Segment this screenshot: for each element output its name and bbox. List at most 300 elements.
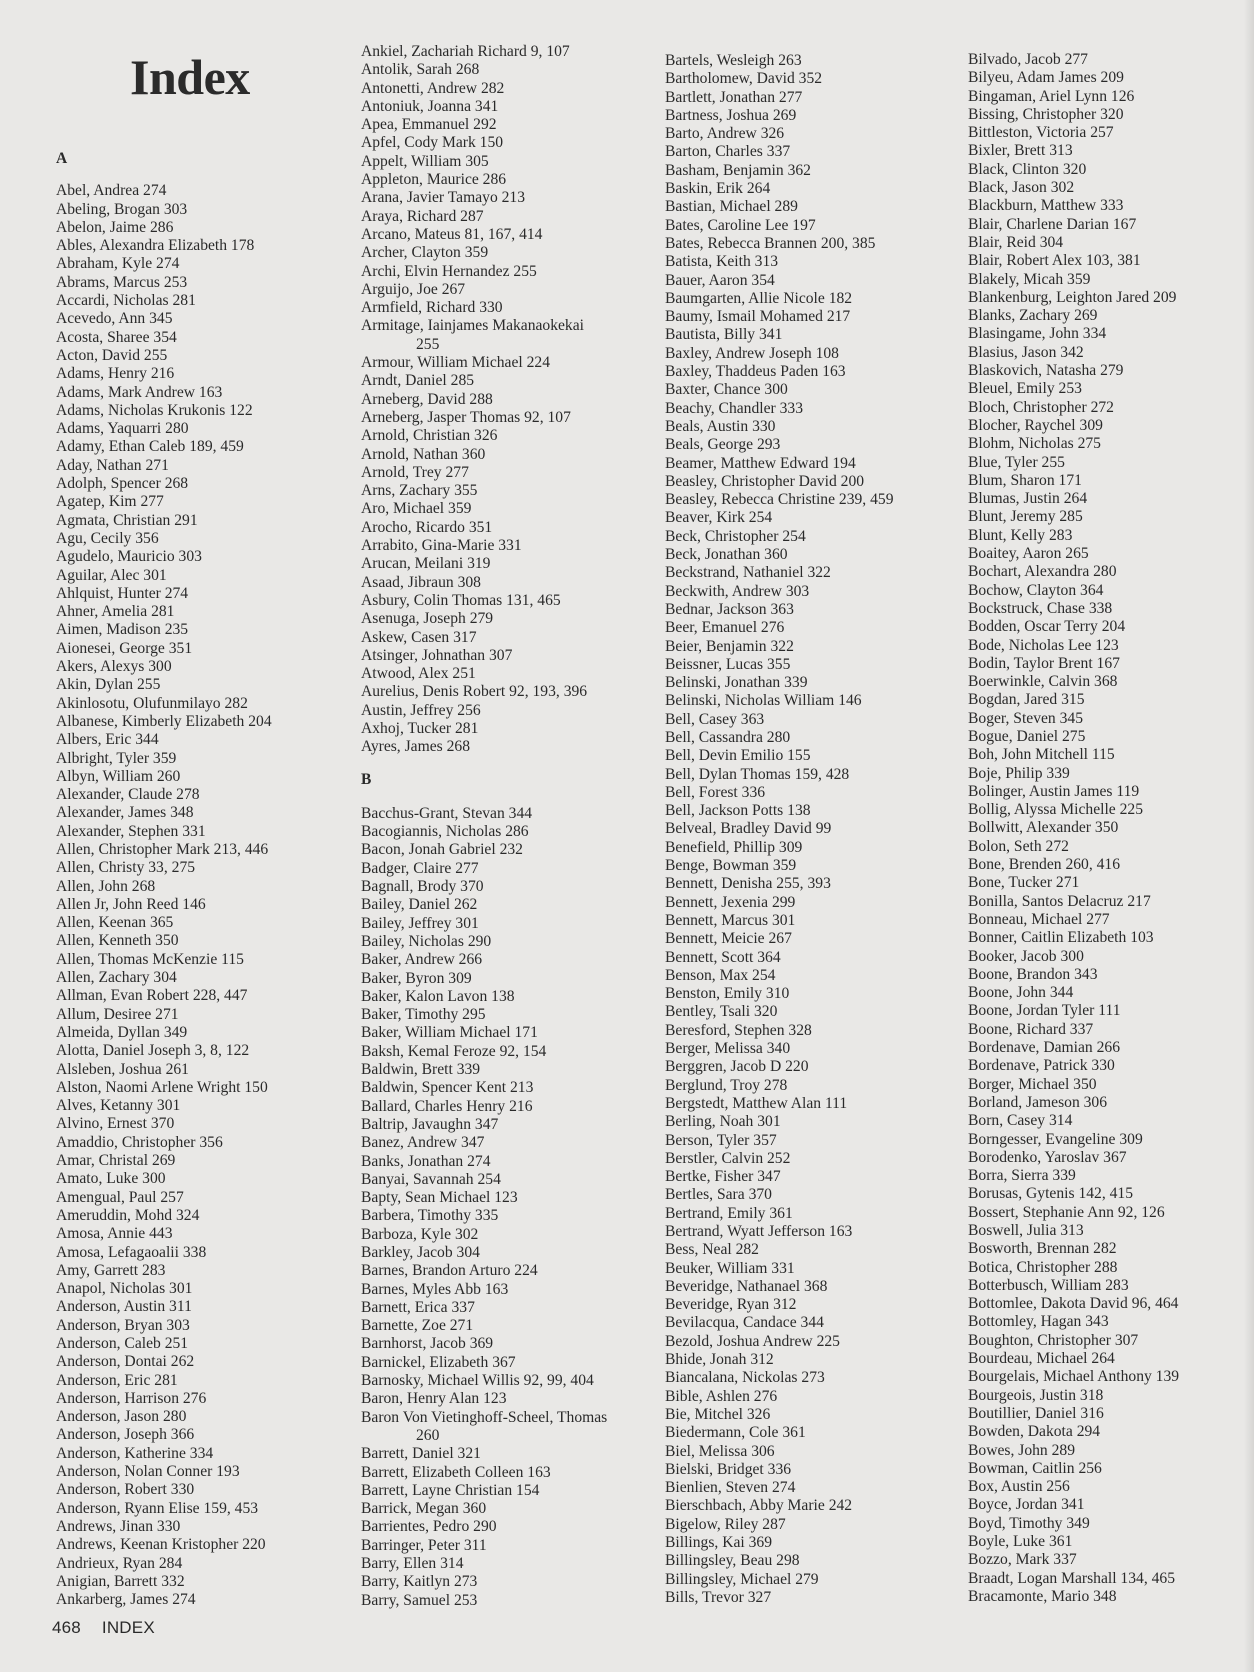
index-entry: Bodin, Taylor Brent 167 xyxy=(968,654,1120,672)
index-entry: Biedermann, Cole 361 xyxy=(665,1424,806,1442)
index-entry: Berger, Melissa 340 xyxy=(665,1040,791,1058)
index-entry: Bell, Dylan Thomas 159, 428 xyxy=(665,765,850,783)
index-entry: Bennett, Marcus 301 xyxy=(665,911,796,929)
index-entry: Bautista, Billy 341 xyxy=(665,326,783,344)
index-entry: Barnickel, Elizabeth 367 xyxy=(361,1353,516,1371)
index-entry: Beier, Benjamin 322 xyxy=(665,637,794,655)
index-column-2 xyxy=(361,43,651,1610)
index-entry: Allen Jr, John Reed 146 xyxy=(56,895,206,913)
index-entry: Barrientes, Pedro 290 xyxy=(361,1518,497,1536)
index-entry: Borland, Jameson 306 xyxy=(968,1093,1108,1111)
index-entry: Alexander, Claude 278 xyxy=(56,786,200,804)
index-entry: Blair, Robert Alex 103, 381 xyxy=(968,252,1141,270)
index-entry: Barnett, Erica 337 xyxy=(361,1298,475,1316)
index-entry: Arnold, Trey 277 xyxy=(361,463,469,481)
index-entry: Armour, William Michael 224 xyxy=(361,354,551,372)
index-entry: Anderson, Nolan Conner 193 xyxy=(56,1463,240,1481)
index-entry: Bailey, Jeffrey 301 xyxy=(361,914,479,932)
index-entry: Barboza, Kyle 302 xyxy=(361,1225,479,1243)
index-entry: Bates, Rebecca Brannen 200, 385 xyxy=(665,234,876,252)
index-entry: Arguijo, Joe 267 xyxy=(361,280,466,298)
index-entry: Barto, Andrew 326 xyxy=(665,125,785,143)
index-entry: Arocho, Ricardo 351 xyxy=(361,518,493,536)
index-entry: Anderson, Eric 281 xyxy=(56,1371,178,1389)
index-entry: Barry, Kaitlyn 273 xyxy=(361,1573,478,1591)
index-entry: Biel, Melissa 306 xyxy=(665,1442,775,1460)
index-entry: Allen, Zachary 304 xyxy=(56,969,177,987)
index-entry: Arrabito, Gina-Marie 331 xyxy=(361,537,522,555)
index-entry: Amato, Luke 300 xyxy=(56,1170,166,1188)
index-entry: Boyle, Luke 361 xyxy=(968,1533,1073,1551)
index-entry: Alvino, Ernest 370 xyxy=(56,1115,175,1133)
index-entry: Benge, Bowman 359 xyxy=(665,857,797,875)
index-entry: Baxley, Thaddeus Paden 163 xyxy=(665,363,846,381)
index-entry: Bonner, Caitlin Elizabeth 103 xyxy=(968,929,1154,947)
index-entry: 255 xyxy=(416,335,440,353)
index-entry: Benson, Max 254 xyxy=(665,966,776,984)
index-entry: Allen, John 268 xyxy=(56,877,156,895)
index-entry: Archer, Clayton 359 xyxy=(361,244,489,262)
index-entry: Bracamonte, Mario 348 xyxy=(968,1587,1117,1605)
index-entry: Boone, Jordan Tyler 111 xyxy=(968,1002,1121,1020)
index-entry: Banez, Andrew 347 xyxy=(361,1134,485,1152)
index-entry: Alexander, James 348 xyxy=(56,804,194,822)
index-entry: Adams, Henry 216 xyxy=(56,365,175,383)
index-entry: Bochow, Clayton 364 xyxy=(968,581,1104,599)
index-entry: Antolik, Sarah 268 xyxy=(361,61,480,79)
index-entry: Abel, Andrea 274 xyxy=(56,182,167,200)
index-entry: Barry, Samuel 253 xyxy=(361,1591,478,1609)
index-entry: Bierschbach, Abby Marie 242 xyxy=(665,1497,853,1515)
index-entry: Badger, Claire 277 xyxy=(361,859,479,877)
index-entry: Anapol, Nicholas 301 xyxy=(56,1280,193,1298)
index-entry: Appelt, William 305 xyxy=(361,152,489,170)
index-entry: Anderson, Harrison 276 xyxy=(56,1389,207,1407)
index-entry: Beck, Christopher 254 xyxy=(665,527,806,545)
index-entry: Baker, William Michael 171 xyxy=(361,1024,538,1042)
index-entry: Allen, Christopher Mark 213, 446 xyxy=(56,840,269,858)
index-entry: Baxley, Andrew Joseph 108 xyxy=(665,344,839,362)
index-entry: Bolon, Seth 272 xyxy=(968,837,1069,855)
index-entry: Asbury, Colin Thomas 131, 465 xyxy=(361,591,561,609)
index-entry: Arcano, Mateus 81, 167, 414 xyxy=(361,225,543,243)
index-entry: Boh, John Mitchell 115 xyxy=(968,746,1115,764)
index-entry: Beasley, Rebecca Christine 239, 459 xyxy=(665,491,894,509)
index-entry: Adamy, Ethan Caleb 189, 459 xyxy=(56,438,244,456)
index-entry: Ballard, Charles Henry 216 xyxy=(361,1097,533,1115)
index-entry: Anderson, Ryann Elise 159, 453 xyxy=(56,1499,259,1517)
index-entry: Blackburn, Matthew 333 xyxy=(968,197,1124,215)
index-entry: Andrews, Keenan Kristopher 220 xyxy=(56,1536,266,1554)
index-entry: Blaskovich, Natasha 279 xyxy=(968,362,1124,380)
index-entry: Appleton, Maurice 286 xyxy=(361,171,507,189)
index-entry: Bigelow, Riley 287 xyxy=(665,1515,786,1533)
index-entry: Baltrip, Javaughn 347 xyxy=(361,1115,499,1133)
index-entry: Andrieux, Ryan 284 xyxy=(56,1554,183,1572)
index-entry: Antonetti, Andrew 282 xyxy=(361,79,505,97)
index-entry: Ahner, Amelia 281 xyxy=(56,603,175,621)
index-entry: Blunt, Jeremy 285 xyxy=(968,508,1083,526)
index-entry: Arnold, Nathan 360 xyxy=(361,445,486,463)
index-entry: Accardi, Nicholas 281 xyxy=(56,292,196,310)
index-column-4 xyxy=(968,51,1254,1606)
index-entry: Anderson, Joseph 366 xyxy=(56,1426,195,1444)
index-entry: Baldwin, Brett 339 xyxy=(361,1061,481,1079)
index-entry: Billingsley, Beau 298 xyxy=(665,1552,800,1570)
index-entry: Bossert, Stephanie Ann 92, 126 xyxy=(968,1203,1165,1221)
index-entry: Baker, Byron 309 xyxy=(361,969,472,987)
index-entry: Aro, Michael 359 xyxy=(361,500,472,518)
index-entry: Barbera, Timothy 335 xyxy=(361,1207,499,1225)
index-entry: Bowman, Caitlin 256 xyxy=(968,1459,1102,1477)
index-entry: Berson, Tyler 357 xyxy=(665,1131,777,1149)
index-entry: Baldwin, Spencer Kent 213 xyxy=(361,1079,534,1097)
index-entry: Bielski, Bridget 336 xyxy=(665,1460,792,1478)
index-entry: Boone, John 344 xyxy=(968,984,1074,1002)
index-entry: Bauer, Aaron 354 xyxy=(665,271,775,289)
index-entry: Barnes, Brandon Arturo 224 xyxy=(361,1262,538,1280)
index-entry: Beuker, William 331 xyxy=(665,1259,795,1277)
index-entry: Bolinger, Austin James 119 xyxy=(968,782,1140,800)
page-number: 468 xyxy=(52,1618,81,1637)
index-entry: Bienlien, Steven 274 xyxy=(665,1479,796,1497)
running-footer-label: INDEX xyxy=(101,1618,155,1637)
index-entry: Barnhorst, Jacob 369 xyxy=(361,1335,494,1353)
index-entry: Barnette, Zoe 271 xyxy=(361,1317,474,1335)
index-entry: Bixler, Brett 313 xyxy=(968,142,1073,160)
index-entry: Amy, Garrett 283 xyxy=(56,1261,166,1279)
index-entry: Atsinger, Johnathan 307 xyxy=(361,646,513,664)
index-entry: Beveridge, Nathanael 368 xyxy=(665,1277,828,1295)
index-entry: Basham, Benjamin 362 xyxy=(665,161,811,179)
index-entry: Black, Clinton 320 xyxy=(968,160,1087,178)
index-entry: Barkley, Jacob 304 xyxy=(361,1244,480,1261)
index-entry: Adams, Mark Andrew 163 xyxy=(56,383,223,401)
index-entry: Bowes, John 289 xyxy=(968,1441,1075,1459)
index-entry: Bailey, Nicholas 290 xyxy=(361,932,492,950)
index-entry: Ables, Alexandra Elizabeth 178 xyxy=(56,237,255,255)
index-entry: Albers, Eric 344 xyxy=(56,731,159,749)
index-entry: Beaver, Kirk 254 xyxy=(665,509,773,527)
index-entry: Blum, Sharon 171 xyxy=(968,471,1082,489)
index-entry: Bertke, Fisher 347 xyxy=(665,1168,781,1186)
index-entry: Benefield, Phillip 309 xyxy=(665,838,803,856)
index-entry: Abrams, Marcus 253 xyxy=(56,273,188,291)
index-entry: Bleuel, Emily 253 xyxy=(968,380,1082,398)
index-entry: Agmata, Christian 291 xyxy=(56,511,198,529)
index-column-3 xyxy=(665,52,955,1607)
index-entry: Bhide, Jonah 312 xyxy=(665,1351,774,1369)
index-entry: Bartness, Joshua 269 xyxy=(665,106,797,124)
index-entry: Bollwitt, Alexander 350 xyxy=(968,819,1119,837)
index-entry: Bourgelais, Michael Anthony 139 xyxy=(968,1368,1180,1386)
index-entry: Bell, Forest 336 xyxy=(665,783,766,801)
index-entry: Adams, Nicholas Krukonis 122 xyxy=(56,401,253,419)
index-entry: Bergstedt, Matthew Alan 111 xyxy=(665,1094,848,1112)
index-entry: Allum, Desiree 271 xyxy=(56,1005,179,1023)
index-entry: Barrett, Elizabeth Colleen 163 xyxy=(361,1463,551,1481)
index-entry: Borusas, Gytenis 142, 415 xyxy=(968,1185,1134,1203)
index-entry: Bogdan, Jared 315 xyxy=(968,691,1085,709)
index-entry: Black, Jason 302 xyxy=(968,179,1075,197)
index-entry: Amosa, Lefagaoalii 338 xyxy=(56,1243,207,1261)
index-entry: Boger, Steven 345 xyxy=(968,709,1084,727)
index-entry: Baker, Kalon Lavon 138 xyxy=(361,987,515,1005)
index-entry: Blue, Tyler 255 xyxy=(968,453,1065,471)
index-entry: Bozzo, Mark 337 xyxy=(968,1551,1077,1569)
index-entry: Alexander, Stephen 331 xyxy=(56,822,206,840)
index-entry: Bevilacqua, Candace 344 xyxy=(665,1314,824,1332)
index-entry: Blasingame, John 334 xyxy=(968,325,1107,343)
index-entry: Bacchus-Grant, Stevan 344 xyxy=(361,804,533,822)
index-entry: Bailey, Daniel 262 xyxy=(361,896,478,914)
index-entry: Barringer, Peter 311 xyxy=(361,1536,487,1554)
index-entry: Bentley, Tsali 320 xyxy=(665,1003,778,1021)
index-entry: Beresford, Stephen 328 xyxy=(665,1021,812,1039)
index-entry: Blair, Charlene Darian 167 xyxy=(968,215,1137,233)
index-entry: Bochart, Alexandra 280 xyxy=(968,563,1117,581)
index-entry: Bennett, Scott 364 xyxy=(665,948,781,966)
index-entry: Amengual, Paul 257 xyxy=(56,1188,184,1206)
index-entry: Albanese, Kimberly Elizabeth 204 xyxy=(56,712,272,730)
index-entry: Barnosky, Michael Willis 92, 99, 404 xyxy=(361,1372,594,1390)
index-entry: Bible, Ashlen 276 xyxy=(665,1387,778,1405)
index-entry: Abelon, Jaime 286 xyxy=(56,218,174,236)
index-entry: Bloch, Christopher 272 xyxy=(968,398,1114,416)
index-entry: Baron Von Vietinghoff-Scheel, Thomas xyxy=(361,1408,608,1426)
index-entry: 260 xyxy=(416,1426,440,1444)
index-entry: Boyd, Timothy 349 xyxy=(968,1514,1090,1532)
index-entry: Abeling, Brogan 303 xyxy=(56,200,188,218)
index-entry: Akinlosotu, Olufunmilayo 282 xyxy=(56,694,248,712)
index-entry: Beasley, Christopher David 200 xyxy=(665,472,865,490)
index-entry: Bode, Nicholas Lee 123 xyxy=(968,636,1119,654)
index-entry: Arnold, Christian 326 xyxy=(361,427,498,445)
index-entry: Baxter, Chance 300 xyxy=(665,381,788,399)
index-entry: Braadt, Logan Marshall 134, 465 xyxy=(968,1569,1176,1587)
index-entry: Bollig, Alyssa Michelle 225 xyxy=(968,801,1143,819)
section-letter: B xyxy=(361,770,372,788)
index-entry: Bottomlee, Dakota David 96, 464 xyxy=(968,1295,1179,1313)
index-entry: Bone, Brenden 260, 416 xyxy=(968,856,1121,874)
index-entry: Boutillier, Daniel 316 xyxy=(968,1404,1104,1422)
index-entry: Alotta, Daniel Joseph 3, 8, 122 xyxy=(56,1042,250,1060)
index-entry: Blohm, Nicholas 275 xyxy=(968,435,1101,453)
index-entry: Anderson, Caleb 251 xyxy=(56,1335,189,1352)
index-entry: Bockstruck, Chase 338 xyxy=(968,599,1113,617)
index-entry: Armfield, Richard 330 xyxy=(361,299,503,317)
index-entry: Almeida, Dyllan 349 xyxy=(56,1023,188,1041)
index-entry: Bilvado, Jacob 277 xyxy=(968,51,1088,68)
index-entry: Borra, Sierra 339 xyxy=(968,1167,1076,1185)
index-entry: Aguilar, Alec 301 xyxy=(56,566,167,584)
index-entry: Axhoj, Tucker 281 xyxy=(361,719,479,737)
index-entry: Aday, Nathan 271 xyxy=(56,456,169,474)
index-entry: Bapty, Sean Michael 123 xyxy=(361,1189,518,1207)
index-entry: Boone, Richard 337 xyxy=(968,1020,1094,1038)
index-entry: Blanks, Zachary 269 xyxy=(968,307,1098,325)
index-entry: Arns, Zachary 355 xyxy=(361,482,478,500)
page-title: Index xyxy=(130,49,250,105)
index-entry: Anderson, Katherine 334 xyxy=(56,1444,214,1462)
index-entry: Anderson, Robert 330 xyxy=(56,1481,195,1499)
index-entry: Bates, Caroline Lee 197 xyxy=(665,216,816,234)
index-entry: Ameruddin, Mohd 324 xyxy=(56,1206,200,1224)
index-entry: Alves, Ketanny 301 xyxy=(56,1097,181,1115)
index-entry: Antoniuk, Joanna 341 xyxy=(361,97,499,115)
index-entry: Bowden, Dakota 294 xyxy=(968,1423,1101,1441)
index-entry: Bone, Tucker 271 xyxy=(968,874,1080,892)
index-entry: Baumgarten, Allie Nicole 182 xyxy=(665,289,853,307)
index-entry: Allen, Christy 33, 275 xyxy=(56,859,196,877)
index-entry: Bennett, Meicie 267 xyxy=(665,930,792,948)
index-entry: Apea, Emmanuel 292 xyxy=(361,116,497,134)
index-entry: Asaad, Jibraun 308 xyxy=(361,573,481,591)
index-entry: Born, Casey 314 xyxy=(968,1112,1073,1130)
index-entry: Bell, Jackson Potts 138 xyxy=(665,802,811,820)
index-entry: Bodden, Oscar Terry 204 xyxy=(968,618,1126,636)
index-entry: Belinski, Nicholas William 146 xyxy=(665,692,862,710)
index-entry: Beck, Jonathan 360 xyxy=(665,546,788,564)
index-entry: Barry, Ellen 314 xyxy=(361,1555,464,1573)
index-entry: Banks, Jonathan 274 xyxy=(361,1152,491,1170)
index-entry: Bertrand, Wyatt Jefferson 163 xyxy=(665,1223,853,1240)
index-entry: Ahlquist, Hunter 274 xyxy=(56,584,189,602)
index-entry: Bogue, Daniel 275 xyxy=(968,727,1086,745)
index-entry: Bertles, Sara 370 xyxy=(665,1186,772,1204)
index-entry: Barrett, Daniel 321 xyxy=(361,1445,481,1463)
index-entry: Berstler, Calvin 252 xyxy=(665,1149,791,1167)
index-entry: Boone, Brandon 343 xyxy=(968,965,1098,983)
index-entry: Bittleston, Victoria 257 xyxy=(968,124,1114,142)
index-entry: Belveal, Bradley David 99 xyxy=(665,820,832,838)
index-entry: Blunt, Kelly 283 xyxy=(968,526,1073,544)
index-entry: Blumas, Justin 264 xyxy=(968,490,1088,508)
index-entry: Billings, Kai 369 xyxy=(665,1534,772,1552)
index-entry: Araya, Richard 287 xyxy=(361,207,484,225)
index-entry: Baron, Henry Alan 123 xyxy=(361,1390,507,1408)
index-entry: Baksh, Kemal Feroze 92, 154 xyxy=(361,1042,547,1060)
index-entry: Beissner, Lucas 355 xyxy=(665,655,791,673)
index-entry: Allman, Evan Robert 228, 447 xyxy=(56,987,248,1005)
index-entry: Archi, Elvin Hernandez 255 xyxy=(361,262,537,280)
index-entry: Baker, Timothy 295 xyxy=(361,1006,486,1024)
index-entry: Bennett, Denisha 255, 393 xyxy=(665,875,831,893)
index-entry: Ankarberg, James 274 xyxy=(56,1591,196,1609)
index-entry: Ayres, James 268 xyxy=(361,738,471,756)
index-entry: Askew, Casen 317 xyxy=(361,628,477,646)
index-entry: Bordenave, Patrick 330 xyxy=(968,1057,1115,1075)
index-entry: Bezold, Joshua Andrew 225 xyxy=(665,1332,840,1350)
index-entry: Benston, Emily 310 xyxy=(665,985,790,1003)
index-entry: Atwood, Alex 251 xyxy=(361,665,476,683)
index-entry: Anigian, Barrett 332 xyxy=(56,1572,185,1590)
index-entry: Blankenburg, Leighton Jared 209 xyxy=(968,288,1177,306)
index-entry: Bartlett, Jonathan 277 xyxy=(665,88,803,106)
index-entry: Beckstrand, Nathaniel 322 xyxy=(665,564,831,582)
index-entry: Agudelo, Mauricio 303 xyxy=(56,548,202,566)
index-column-1 xyxy=(56,150,346,1609)
index-entry: Agu, Cecily 356 xyxy=(56,529,159,547)
index-entry: Allen, Kenneth 350 xyxy=(56,932,179,950)
index-entry: Bastian, Michael 289 xyxy=(665,198,798,216)
index-entry: Acosta, Sharee 354 xyxy=(56,328,177,346)
index-entry: Boerwinkle, Calvin 368 xyxy=(968,673,1118,691)
index-entry: Bissing, Christopher 320 xyxy=(968,105,1124,123)
index-entry: Allen, Keenan 365 xyxy=(56,914,174,932)
index-entry: Biancalana, Nickolas 273 xyxy=(665,1369,825,1387)
index-entry: Bourgeois, Justin 318 xyxy=(968,1386,1104,1404)
index-entry: Anderson, Dontai 262 xyxy=(56,1353,195,1371)
page-footer xyxy=(52,1618,155,1638)
index-entry: Anderson, Austin 311 xyxy=(56,1298,192,1316)
index-entry: Arneberg, Jasper Thomas 92, 107 xyxy=(361,408,571,426)
index-entry: Beamer, Matthew Edward 194 xyxy=(665,454,856,472)
index-entry: Borodenko, Yaroslav 367 xyxy=(968,1148,1127,1166)
index-entry: Botterbusch, William 283 xyxy=(968,1276,1129,1294)
index-entry: Bilyeu, Adam James 209 xyxy=(968,69,1124,87)
index-entry: Barnes, Myles Abb 163 xyxy=(361,1280,509,1298)
index-entry: Apfel, Cody Mark 150 xyxy=(361,134,504,152)
index-entry: Bonilla, Santos Delacruz 217 xyxy=(968,892,1151,910)
index-entry: Aurelius, Denis Robert 92, 193, 396 xyxy=(361,683,588,701)
index-entry: Bie, Mitchel 326 xyxy=(665,1405,771,1423)
index-entry: Amosa, Annie 443 xyxy=(56,1225,173,1243)
index-entry: Abraham, Kyle 274 xyxy=(56,255,180,273)
index-entry: Bartels, Wesleigh 263 xyxy=(665,52,802,69)
index-entry: Bacon, Jonah Gabriel 232 xyxy=(361,841,523,859)
index-entry: Bourdeau, Michael 264 xyxy=(968,1350,1115,1368)
index-entry: Akers, Alexys 300 xyxy=(56,658,172,676)
index-entry: Blasius, Jason 342 xyxy=(968,343,1084,361)
index-entry: Baumy, Ismail Mohamed 217 xyxy=(665,308,851,326)
index-entry: Beveridge, Ryan 312 xyxy=(665,1296,797,1314)
index-entry: Asenuga, Joseph 279 xyxy=(361,610,494,628)
index-entry: Boughton, Christopher 307 xyxy=(968,1331,1139,1349)
index-entry: Boaitey, Aaron 265 xyxy=(968,545,1089,563)
index-entry: Beckwith, Andrew 303 xyxy=(665,582,810,600)
index-entry: Baskin, Erik 264 xyxy=(665,180,771,198)
index-entry: Bingaman, Ariel Lynn 126 xyxy=(968,87,1135,105)
index-entry: Blocher, Raychel 309 xyxy=(968,416,1103,434)
index-entry: Bagnall, Brody 370 xyxy=(361,878,484,896)
index-entry: Bednar, Jackson 363 xyxy=(665,600,794,618)
index-entry: Box, Austin 256 xyxy=(968,1478,1070,1496)
index-entry: Bonneau, Michael 277 xyxy=(968,910,1110,928)
index-entry: Bennett, Jexenia 299 xyxy=(665,893,796,911)
index-entry: Batista, Keith 313 xyxy=(665,253,779,271)
index-entry: Bertrand, Emily 361 xyxy=(665,1204,793,1222)
index-entry: Arana, Javier Tamayo 213 xyxy=(361,189,526,207)
index-entry: Bills, Trevor 327 xyxy=(665,1588,772,1606)
index-entry: Adams, Yaquarri 280 xyxy=(56,420,189,438)
index-entry: Belinski, Jonathan 339 xyxy=(665,674,808,692)
index-entry: Austin, Jeffrey 256 xyxy=(361,701,481,719)
index-entry: Baker, Andrew 266 xyxy=(361,951,483,969)
index-entry: Bartholomew, David 352 xyxy=(665,70,823,88)
index-entry: Albright, Tyler 359 xyxy=(56,749,177,767)
index-entry: Arndt, Daniel 285 xyxy=(361,372,475,390)
index-entry: Blair, Reid 304 xyxy=(968,233,1064,251)
index-entry: Alsleben, Joshua 261 xyxy=(56,1060,189,1078)
index-entry: Armitage, Iainjames Makanaokekai xyxy=(361,317,584,335)
index-entry: Beals, George 293 xyxy=(665,436,781,454)
index-entry: Ankiel, Zachariah Richard 9, 107 xyxy=(361,43,570,60)
index-entry: Anderson, Bryan 303 xyxy=(56,1316,190,1334)
index-entry: Acton, David 255 xyxy=(56,346,168,364)
index-entry: Andrews, Jinan 330 xyxy=(56,1517,181,1535)
index-entry: Anderson, Jason 280 xyxy=(56,1408,187,1426)
